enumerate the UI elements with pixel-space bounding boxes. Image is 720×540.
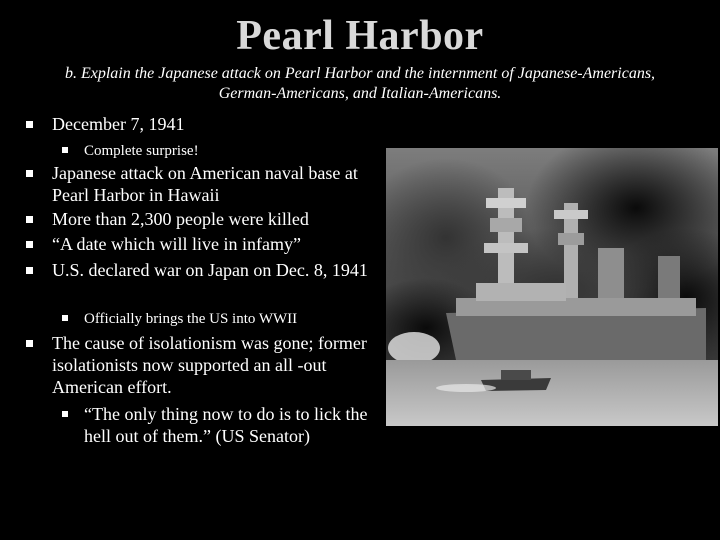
bullet-item <box>26 208 386 230</box>
bullet-text: More than 2,300 people were killed <box>52 209 309 229</box>
slide-subtitle: b. Explain the Japanese attack on Pearl Harbor and the internment of Japanese-Americans, German-Americans, and Italian-Americans. <box>64 65 656 102</box>
battleship-photo <box>386 148 718 426</box>
bullet-item <box>26 113 386 135</box>
sub-bullet-item <box>62 140 382 160</box>
bullet-square-icon <box>26 216 33 223</box>
bullet-square-icon <box>62 315 68 321</box>
bullet-text: “A date which will live in infamy” <box>52 234 301 254</box>
bullet-item <box>26 332 386 398</box>
bullet-square-icon <box>62 147 68 153</box>
bullet-text: “The only thing now to do is to lick the hell out of them.” (US Senator) <box>84 404 368 446</box>
bullet-text: Complete surprise! <box>84 143 199 159</box>
bullet-square-icon <box>26 340 33 347</box>
bullet-text: The cause of isolationism was gone; former isolationists now supported an all -out American effort. <box>52 333 367 397</box>
bullet-square-icon <box>26 267 33 274</box>
bullet-text: U.S. declared war on Japan on Dec. 8, 1941 <box>52 260 368 280</box>
bullet-item <box>26 162 386 206</box>
sub-bullet-item <box>62 403 382 447</box>
sub-bullet-item <box>62 308 382 328</box>
bullet-square-icon <box>62 411 68 417</box>
bullet-item <box>26 259 386 303</box>
bullet-text: December 7, 1941 <box>52 114 185 134</box>
bullet-item <box>26 233 386 255</box>
bullet-text: Officially brings the US into WWII <box>84 311 298 327</box>
bullet-square-icon <box>26 241 33 248</box>
bullet-text: Japanese attack on American naval base at Pearl Harbor in Hawaii <box>52 163 358 205</box>
slide-title: Pearl Harbor <box>236 13 484 59</box>
bullet-square-icon <box>26 121 33 128</box>
bullet-square-icon <box>26 170 33 177</box>
